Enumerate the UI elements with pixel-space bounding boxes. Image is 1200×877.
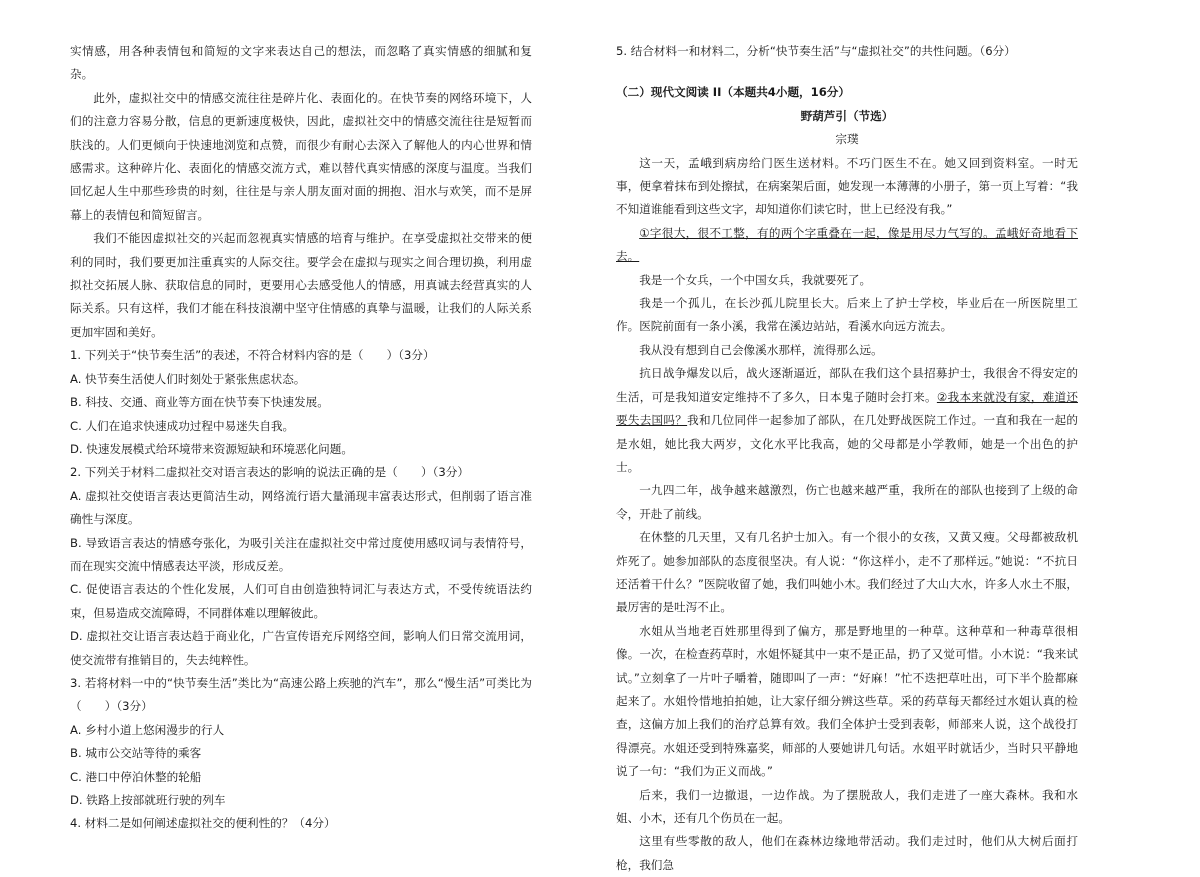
question-4: 4. 材料二是如何阐述虚拟社交的便利性的？（4分） xyxy=(70,816,336,831)
article-author: 宗璞 xyxy=(835,132,859,147)
story-paragraph xyxy=(616,362,1078,479)
story-paragraph: 水姐从当地老百姓那里得到了偏方，那是野地里的一种草。这种草和一种毒草很相像。一次，在检查药草时，水姐怀疑其中一束不是正品，扔了又觉可惜。小木说：“我来试试。”立刻拿了一片叶子嚼着，随即叫了一声：“好麻！”忙不迭把草吐出，可下半个脸都麻起来了。水姐怜惜地拍拍她，让大家仔细分辨这些草。采的药草每天都经过水姐认真的检查，这偏方加上我们的治疗总算有效。我们全体护士受到表彰，师部来人说，这个战役打得漂亮。水姐还受到特殊嘉奖，师部的人要她讲几句话。水姐平时就话少，当时只平静地说了一句：“我们为正义而战。” xyxy=(616,623,1078,779)
passage-paragraph: 我们不能因虚拟社交的兴起而忽视真实情感的培育与维护。在享受虚拟社交带来的便利的同时，我们要更加注重真实的人际交往。要学会在虚拟与现实之间合理切换，利用虚拟社交拓展人脉、获取信息的同时，更要用心去感受他人的情感，用真诚去经营真实的人际关系。只有这样，我们才能在科技浪潮中坚守住情感的真挚与温暖，让我们的人际关系更加牢固和美好。 xyxy=(70,231,532,339)
question-2-option-a: A. 虚拟社交使语言表达更简洁生动，网络流行语大量涌现丰富表达形式，但削弱了语言准确性与深度。 xyxy=(70,488,532,527)
question-3-option-c: C. 港口中停泊休整的轮船 xyxy=(70,769,202,784)
story-text: 抗日战争爆发以后，战火逐渐逼近，部队在我们这个县招募护士，我很舍不得安定的生活，可是我知道安定维持不了多久，日本鬼子随时会打来。 xyxy=(616,366,1078,404)
article-title: 野葫芦引（节选） xyxy=(800,108,894,123)
question-2-option-d: D. 虚拟社交让语言表达趋于商业化，广告宣传语充斥网络空间，影响人们日常交流用词，使交流带有推销目的，失去纯粹性。 xyxy=(70,629,532,667)
passage-paragraph: 实情感，用各种表情包和简短的文字来表达自己的想法，而忽略了真实情感的细腻和复杂。 xyxy=(70,44,532,82)
question-2-option-b: B. 导致语言表达的情感夸张化，为吸引关注在虚拟社交中常过度使用感叹词与表情符号，而在现实交流中情感表达平淡，形成反差。 xyxy=(70,535,532,573)
question-2-option-c: C. 促使语言表达的个性化发展，人们可自由创造独特词汇与表达方式，不受传统语法约束，但易造成交流障碍，不同群体难以理解彼此。 xyxy=(70,582,532,620)
question-2: 2. 下列关于材料二虚拟社交对语言表达的影响的说法正确的是（ ）（3分） xyxy=(70,465,469,480)
story-paragraph: 这一天，孟峨到病房给门医生送材料。不巧门医生不在。她又回到资料室。一时无事，便拿着抹布到处擦拭，在病案架后面，她发现一本薄薄的小册子，第一页上写着：“我不知道谁能看到这些文字，却知道你们读它时，世上已经没有我。” xyxy=(616,155,1078,217)
story-text: 我和几位同伴一起参加了部队，在几处野战医院工作过。一直和我在一起的是水姐，她比我大两岁，文化水平比我高，她的父母都是小学教师，她是一个出色的护士。 xyxy=(616,413,1078,474)
story-paragraph: 我从没有想到自己会像溪水那样，流得那么远。 xyxy=(639,342,883,357)
passage-paragraph: 此外，虚拟社交中的情感交流往往是碎片化、表面化的。在快节奏的网络环境下，人们的注意力容易分散，信息的更新速度极快，因此，虚拟社交中的情感交流往往是短暂而肤浅的。人们更倾向于快速地浏览和点赞，而很少有耐心去深入了解他人的内心世界和情感需求。这种碎片化、表面化的情感交流方式，难以替代真实情感的深度与温度。当我们回忆起人生中那些珍贵的时刻，往往是与亲人朋友面对面的拥抱、泪水与欢笑，而不是屏幕上的表情包和简短留言。 xyxy=(70,90,532,222)
story-paragraph: 这里有些零散的敌人，他们在森林边缘地带活动。我们走过时，他们从大树后面打枪，我们急 xyxy=(616,834,1078,872)
story-paragraph: 在休整的几天里，又有几名护士加入。有一个很小的女孩，又黄又瘦。父母都被敌机炸死了。她参加部队的态度很坚决。有人说：“你这样小，走不了那样远。”她说：“不抗日还活着干什么？”医院收留了她，我们叫她小木。我们经过了大山大水，许多人水土不服，最厉害的是吐泻不止。 xyxy=(616,530,1078,615)
underlined-sentence: ②我本来就没有家，难道还要失去国吗？ xyxy=(616,389,1078,428)
right-column xyxy=(616,40,1078,877)
question-1-option-b: B. 科技、交通、商业等方面在快节奏下快速发展。 xyxy=(70,395,329,410)
question-1-option-d: D. 快速发展模式给环境带来资源短缺和环境恶化问题。 xyxy=(70,441,353,456)
story-paragraph: 我是一个孤儿，在长沙孤儿院里长大。后来上了护士学校，毕业后在一所医院里工作。医院前面有一条小溪，我常在溪边站站，看溪水向远方流去。 xyxy=(616,296,1078,334)
question-1-option-a: A. 快节奏生活使人们时刻处于紧张焦虑状态。 xyxy=(70,371,306,386)
story-paragraph: 我是一个女兵，一个中国女兵，我就要死了。 xyxy=(639,272,872,287)
question-3-option-b: B. 城市公交站等待的乘客 xyxy=(70,746,202,761)
left-column xyxy=(70,40,532,836)
section-heading: （二）现代文阅读 II（本题共4小题，16分） xyxy=(616,85,850,100)
question-1: 1. 下列关于“快节奏生活”的表述，不符合材料内容的是（ ）（3分） xyxy=(70,348,435,363)
question-3-option-d: D. 铁路上按部就班行驶的列车 xyxy=(70,793,226,807)
story-paragraph: 一九四二年，战争越来越激烈，伤亡也越来越严重，我所在的部队也接到了上级的命令，开赴了前线。 xyxy=(616,483,1078,521)
story-paragraph-underlined: ①字很大，很不工整，有的两个字重叠在一起，像是用尽力气写的。孟峨好奇地看下去。 xyxy=(616,225,1078,264)
question-3-option-a: A. 乡村小道上悠闲漫步的行人 xyxy=(70,722,225,737)
question-3: 3. 若将材料一中的“快节奏生活”类比为“高速公路上疾驰的汽车”，那么“慢生活”可类比为（ ）（3分） xyxy=(70,675,532,714)
question-5: 5. 结合材料一和材料二，分析“快节奏生活”与“虚拟社交”的共性问题。（6分） xyxy=(616,44,1016,58)
story-paragraph: 后来，我们一边撤退，一边作战。为了摆脱敌人，我们走进了一座大森林。我和水姐、小木，还有几个伤员在一起。 xyxy=(616,787,1078,825)
question-1-option-c: C. 人们在追求快速成功过程中易迷失自我。 xyxy=(70,418,295,433)
